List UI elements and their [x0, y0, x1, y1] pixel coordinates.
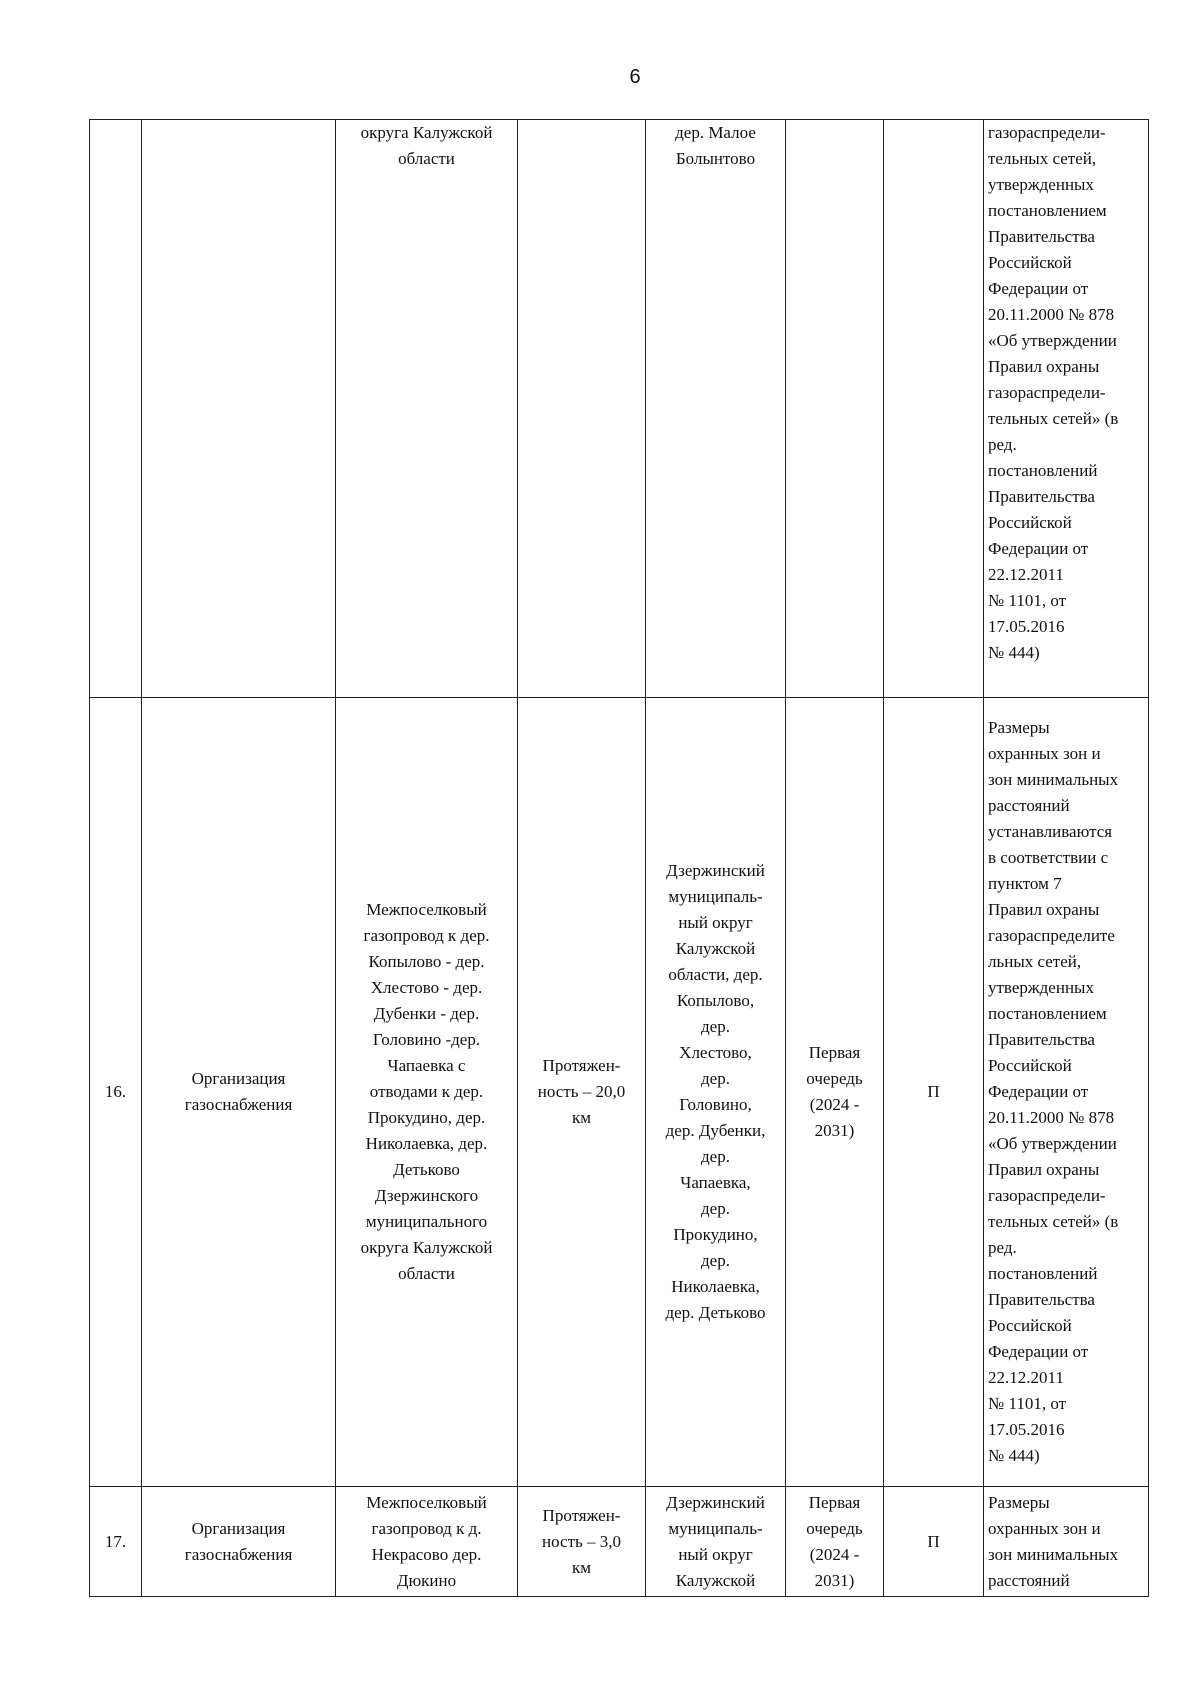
- cell-line: дер.: [701, 1017, 730, 1036]
- cell-line: № 1101, от: [988, 1394, 1067, 1413]
- cell-line: дер.: [701, 1147, 730, 1166]
- object-parameters-cell: [518, 120, 646, 698]
- cell-line: Дзержинский: [666, 1492, 765, 1512]
- cell-line: газораспредели-: [988, 1186, 1106, 1205]
- cell-text: [650, 858, 781, 1326]
- cell-line: ный округ: [678, 913, 753, 932]
- cell-line: Российской: [988, 1316, 1072, 1335]
- cell-line: Правил охраны: [988, 357, 1100, 376]
- cell-line: газопровод к дер.: [363, 926, 490, 945]
- row-number-cell: [90, 120, 142, 698]
- cell-line: Дюкино: [396, 1570, 457, 1590]
- row-number-cell: 17.: [90, 1487, 142, 1597]
- cell-line: Федерации от: [988, 1082, 1089, 1101]
- cell-line: дер. Малое: [675, 123, 756, 142]
- cell-line: км: [571, 1557, 592, 1577]
- cell-line: 2031): [814, 1121, 855, 1140]
- cell-line: Правительства: [988, 1290, 1095, 1309]
- cell-line: Детьково: [393, 1160, 460, 1179]
- cell-line: Межпоселковый: [366, 1492, 487, 1512]
- cell-line: 17.05.2016: [988, 1420, 1065, 1439]
- cell-line: зон минимальных: [988, 770, 1119, 789]
- cell-line: Хлестово,: [679, 1043, 752, 1062]
- cell-line: охранных зон и: [988, 744, 1101, 763]
- cell-line: Некрасово дер.: [371, 1544, 482, 1564]
- cell-line: Первая: [808, 1043, 861, 1062]
- object-description-cell: [336, 1487, 518, 1597]
- cell-line: области, дер.: [668, 965, 763, 984]
- cell-line: Прокудино,: [673, 1225, 758, 1244]
- cell-line: муниципаль-: [668, 1518, 763, 1538]
- cell-line: ный округ: [678, 1544, 753, 1564]
- cell-text: [650, 1490, 781, 1594]
- cell-line: Головино,: [679, 1095, 752, 1114]
- cell-line: (2024 -: [809, 1544, 860, 1564]
- cell-line: дер. Дубенки,: [665, 1121, 766, 1140]
- zone-characteristics-cell: [984, 1487, 1149, 1597]
- cell-line: Федерации от: [988, 539, 1089, 558]
- cell-line: дер.: [701, 1069, 730, 1088]
- cell-line: Калужской: [675, 939, 756, 958]
- table-row: [90, 1487, 1149, 1597]
- cell-text: [522, 1053, 641, 1131]
- cell-line: Хлестово - дер.: [370, 978, 483, 997]
- table-row: [90, 698, 1149, 1487]
- cell-line: Протяжен-: [542, 1505, 621, 1525]
- cell-line: ред.: [988, 435, 1017, 454]
- implementation-stage-cell: [786, 698, 884, 1487]
- cell-line: км: [571, 1108, 592, 1127]
- object-parameters-cell: [518, 698, 646, 1487]
- cell-line: дер.: [701, 1199, 730, 1218]
- cell-line: «Об утверждении: [988, 1134, 1117, 1153]
- cell-line: области: [398, 1264, 455, 1283]
- cell-line: Организация: [191, 1069, 286, 1088]
- object-name-cell: [142, 698, 336, 1487]
- zone-characteristics-cell: [984, 120, 1149, 698]
- cell-line: льных сетей,: [988, 952, 1082, 971]
- cell-line: «Об утверждении: [988, 331, 1117, 350]
- object-status-cell: П: [884, 698, 984, 1487]
- cell-line: Болынтово: [675, 149, 756, 168]
- cell-line: Российской: [988, 253, 1072, 272]
- object-location-cell: [646, 120, 786, 698]
- object-description-cell: [336, 698, 518, 1487]
- zone-characteristics-cell: [984, 698, 1149, 1487]
- cell-line: дер. Детьково: [665, 1303, 766, 1322]
- cell-line: пунктом 7: [988, 874, 1062, 893]
- cell-line: тельных сетей,: [988, 149, 1097, 168]
- cell-line: очередь: [806, 1069, 863, 1088]
- cell-text: [988, 715, 1144, 1469]
- table-row: [90, 120, 1149, 698]
- object-parameters-cell: [518, 1487, 646, 1597]
- cell-text: [522, 1503, 641, 1581]
- cell-line: Копылово - дер.: [368, 952, 485, 971]
- cell-line: зон минимальных: [988, 1544, 1119, 1564]
- cell-line: Протяжен-: [542, 1056, 621, 1075]
- cell-line: (2024 -: [809, 1095, 860, 1114]
- cell-line: 22.12.2011: [988, 565, 1064, 584]
- cell-line: 20.11.2000 № 878: [988, 1108, 1115, 1127]
- cell-line: ред.: [988, 1238, 1017, 1257]
- cell-line: № 444): [988, 643, 1040, 662]
- cell-line: 22.12.2011: [988, 1368, 1064, 1387]
- cell-text: [650, 120, 781, 172]
- cell-line: расстояний: [988, 796, 1070, 815]
- cell-text: [340, 897, 513, 1287]
- cell-line: Российской: [988, 513, 1072, 532]
- cell-line: Чапаевка с: [387, 1056, 466, 1075]
- cell-line: охранных зон и: [988, 1518, 1101, 1538]
- cell-line: устанавливаются: [988, 822, 1113, 841]
- cell-line: Российской: [988, 1056, 1072, 1075]
- implementation-stage-cell: [786, 120, 884, 698]
- cell-line: постановлением: [988, 201, 1107, 220]
- object-location-cell: [646, 698, 786, 1487]
- cell-line: газоснабжения: [184, 1544, 293, 1564]
- cell-line: расстояний: [988, 1570, 1070, 1590]
- cell-line: Чапаевка,: [680, 1173, 751, 1192]
- cell-line: ность – 3,0: [542, 1531, 621, 1551]
- cell-line: Первая: [808, 1492, 861, 1512]
- cell-line: области: [398, 149, 455, 168]
- cell-text: [340, 1490, 513, 1594]
- cell-line: Прокудино, дер.: [367, 1108, 486, 1127]
- cell-line: Федерации от: [988, 1342, 1089, 1361]
- cell-line: Правительства: [988, 227, 1095, 246]
- object-description-cell: [336, 120, 518, 698]
- cell-line: Правил охраны: [988, 1160, 1100, 1179]
- cell-line: Федерации от: [988, 279, 1089, 298]
- object-status-cell: П: [884, 1487, 984, 1597]
- cell-line: тельных сетей» (в: [988, 409, 1119, 428]
- cell-line: газораспределите: [988, 926, 1115, 945]
- cell-text: [988, 1490, 1144, 1594]
- cell-text: [790, 1490, 879, 1594]
- object-location-cell: [646, 1487, 786, 1597]
- row-number-cell: 16.: [90, 698, 142, 1487]
- object-name-cell: [142, 1487, 336, 1597]
- cell-line: Размеры: [988, 1492, 1050, 1512]
- cell-line: округа Калужской: [360, 1238, 493, 1257]
- cell-text: [790, 1040, 879, 1144]
- cell-line: № 1101, от: [988, 591, 1067, 610]
- cell-line: тельных сетей» (в: [988, 1212, 1119, 1231]
- object-name-cell: [142, 120, 336, 698]
- cell-line: № 444): [988, 1446, 1040, 1465]
- cell-line: в соответствии с: [988, 848, 1109, 867]
- cell-line: Размеры: [988, 718, 1050, 737]
- cell-line: Головино -дер.: [372, 1030, 481, 1049]
- cell-line: 17.05.2016: [988, 617, 1065, 636]
- cell-line: утвержденных: [988, 175, 1094, 194]
- cell-line: Дзержинского: [374, 1186, 479, 1205]
- cell-line: постановлений: [988, 461, 1098, 480]
- cell-text: [988, 120, 1144, 666]
- cell-line: Николаевка, дер.: [365, 1134, 488, 1153]
- cell-line: Правительства: [988, 1030, 1095, 1049]
- cell-line: Дзержинский: [666, 861, 765, 880]
- cell-line: муниципаль-: [668, 887, 763, 906]
- cell-line: Копылово,: [676, 991, 755, 1010]
- cell-line: округа Калужской: [360, 123, 493, 142]
- cell-text: [146, 1066, 331, 1118]
- cell-line: Правительства: [988, 487, 1095, 506]
- cell-text: [146, 1516, 331, 1568]
- cell-line: газопровод к д.: [371, 1518, 482, 1538]
- object-status-cell: [884, 120, 984, 698]
- cell-line: дер.: [701, 1251, 730, 1270]
- cell-line: Межпоселковый: [366, 900, 487, 919]
- cell-line: Калужской: [675, 1570, 756, 1590]
- cell-line: муниципального: [365, 1212, 488, 1231]
- implementation-stage-cell: [786, 1487, 884, 1597]
- page-number: 6: [629, 66, 641, 88]
- cell-line: очередь: [806, 1518, 863, 1538]
- cell-text: [340, 120, 513, 172]
- cell-line: утвержденных: [988, 978, 1094, 997]
- cell-line: Организация: [191, 1518, 286, 1538]
- cell-line: 2031): [814, 1570, 855, 1590]
- cell-line: газораспредели-: [988, 383, 1106, 402]
- cell-line: ность – 20,0: [537, 1082, 626, 1101]
- cell-line: Правил охраны: [988, 900, 1100, 919]
- cell-line: 20.11.2000 № 878: [988, 305, 1115, 324]
- cell-line: газораспредели-: [988, 123, 1106, 142]
- table-body: [90, 120, 1149, 1597]
- cell-line: газоснабжения: [184, 1095, 293, 1114]
- cell-line: постановлением: [988, 1004, 1107, 1023]
- cell-line: Дубенки - дер.: [373, 1004, 480, 1023]
- planning-table: [89, 119, 1149, 1597]
- cell-line: Николаевка,: [671, 1277, 760, 1296]
- cell-line: постановлений: [988, 1264, 1098, 1283]
- cell-line: отводами к дер.: [369, 1082, 484, 1101]
